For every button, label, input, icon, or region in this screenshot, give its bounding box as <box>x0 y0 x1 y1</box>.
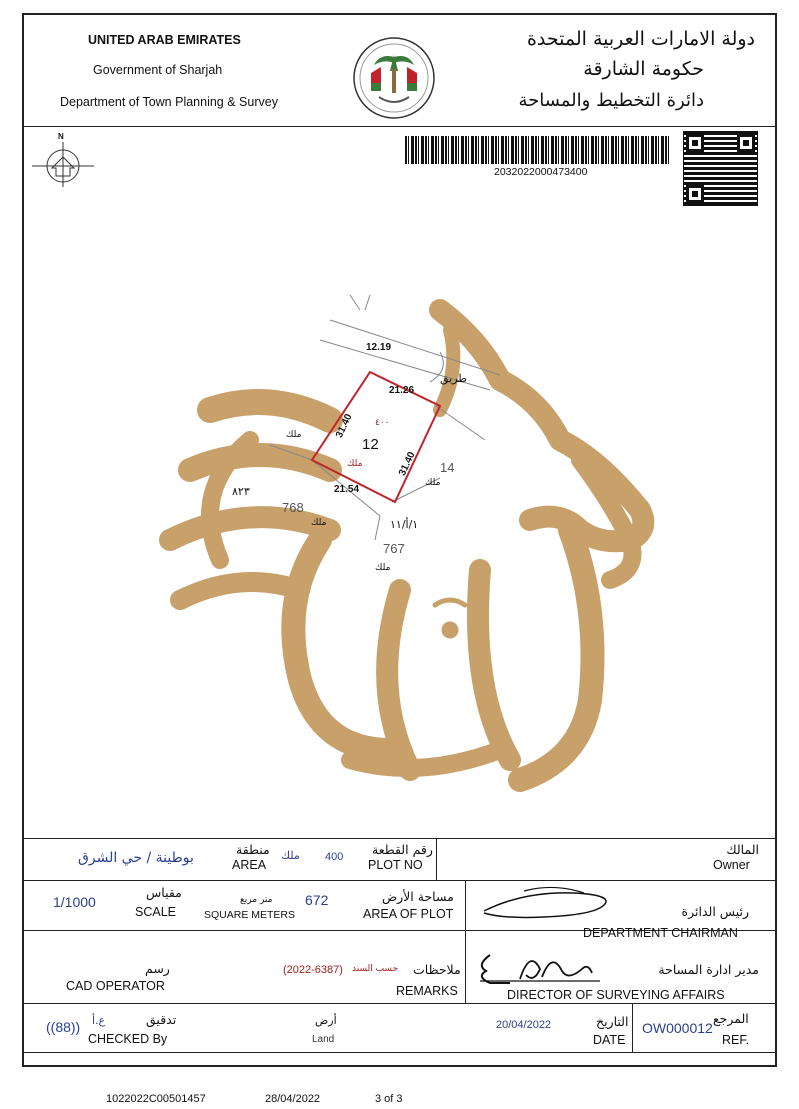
form-col-divider-b <box>465 880 466 1003</box>
director-signature <box>470 947 610 987</box>
checked-value-ar: ع.أ <box>92 1014 106 1027</box>
checked-value: ((88)) <box>46 1019 81 1035</box>
checked-label-en: CHECKED By <box>88 1032 168 1046</box>
dimension-left: 31.40 <box>334 412 355 440</box>
form-col-divider-a <box>436 838 437 880</box>
neighbor-owner-767: ملك <box>375 563 391 573</box>
neighbor-768: 768 <box>282 500 304 515</box>
plot-no-label-ar: رقم القطعة <box>372 842 433 857</box>
date-label-ar: التاريخ <box>596 1014 629 1029</box>
checked-label-ar: تدقيق <box>146 1012 177 1027</box>
area-value: بوطينة / حي الشرق <box>78 850 194 866</box>
department-ar: دائرة التخطيط والمساحة <box>518 90 704 111</box>
dimension-bottom: 21.54 <box>334 484 360 495</box>
barcode-number: 2032022000473400 <box>494 166 588 178</box>
owner-label-en: Owner <box>713 858 750 872</box>
form-row-divider-1 <box>23 880 776 881</box>
plot-owner-label: ملك <box>347 459 363 469</box>
remarks-label-en: REMARKS <box>396 984 458 998</box>
neighbor-1-1-11: ١/أ/١١ <box>390 518 419 531</box>
department-en: Department of Town Planning & Survey <box>60 95 278 109</box>
chairman-label-ar: رئيس الدائرة <box>681 904 749 919</box>
neighbor-823: ٨٢٣ <box>232 485 250 498</box>
area-label-ar: منطقة <box>236 842 270 857</box>
government-ar: حكومة الشارقة <box>583 58 704 80</box>
area-label-en: AREA <box>232 858 267 872</box>
date-label-en: DATE <box>593 1033 626 1047</box>
footer-doc-number: 1022022C00501457 <box>106 1093 206 1105</box>
chairman-signature <box>474 883 624 923</box>
remarks-value-ar: حسب السند <box>352 964 399 974</box>
header-divider <box>23 126 776 127</box>
plot-no-label-en: PLOT NO <box>368 858 423 872</box>
plot-no-value-ar: ملك <box>281 849 300 862</box>
ref-label-ar: المرجع <box>713 1011 749 1026</box>
form-row-divider-3 <box>23 1003 776 1004</box>
country-ar: دولة الامارات العربية المتحدة <box>526 28 755 50</box>
plot-number: 12 <box>362 436 379 453</box>
cad-label-en: CAD OPERATOR <box>66 979 165 993</box>
government-en: Government of Sharjah <box>93 63 223 77</box>
scale-label-ar: مقياس <box>146 885 182 900</box>
neighbor-owner-left: ملك <box>286 430 302 440</box>
cad-label-ar: رسم <box>145 961 170 976</box>
chairman-label-en: DEPARTMENT CHAIRMAN <box>583 926 738 940</box>
qr-code <box>683 131 758 206</box>
form-row-divider-4 <box>23 1052 776 1053</box>
director-label-ar: مدير ادارة المساحة <box>658 962 759 977</box>
form-col-divider-c <box>632 1003 633 1052</box>
square-meters-label-ar: متر مربع <box>240 895 273 905</box>
director-label-en: DIRECTOR OF SURVEYING AFFAIRS <box>507 988 725 1002</box>
footer-page: 3 of 3 <box>375 1093 403 1105</box>
square-meters-label-en: SQUARE METERS <box>204 909 296 921</box>
plot-area-label: ٤٠٠ <box>375 418 390 428</box>
footer-print-date: 28/04/2022 <box>265 1093 321 1105</box>
neighbor-14: 14 <box>440 460 455 475</box>
north-label: N <box>58 132 64 141</box>
land-label-ar: أرض <box>315 1014 337 1027</box>
plot-no-value: 400 <box>325 851 344 863</box>
land-label-en: Land <box>312 1034 335 1045</box>
road-dimension: 12.19 <box>366 342 392 353</box>
area-of-plot-value: 672 <box>305 892 329 908</box>
scale-label-en: SCALE <box>135 905 176 919</box>
neighbor-owner-768: ملك <box>311 518 327 528</box>
dimension-right: 31.40 <box>397 450 418 478</box>
barcode <box>405 136 670 164</box>
area-of-plot-label-en: AREA OF PLOT <box>363 907 454 921</box>
country-en: UNITED ARAB EMIRATES <box>88 33 241 47</box>
ref-value: OW000012 <box>642 1020 713 1036</box>
neighbor-767: 767 <box>383 541 405 556</box>
remarks-label-ar: ملاحظات <box>413 962 461 977</box>
dimension-top: 21.26 <box>389 385 415 396</box>
date-value: 20/04/2022 <box>496 1019 552 1031</box>
scale-value: 1/1000 <box>53 894 96 910</box>
owner-label-ar: المالك <box>726 842 759 857</box>
remarks-value: (2022-6387) <box>283 964 343 976</box>
neighbor-owner-right: ملك <box>425 478 441 488</box>
form-top-divider <box>23 838 776 839</box>
area-of-plot-label-ar: مساحة الأرض <box>382 889 454 904</box>
road-label: طريق <box>440 372 468 385</box>
sharjah-emblem-icon <box>349 33 439 123</box>
ref-label-en: REF. <box>722 1033 750 1047</box>
